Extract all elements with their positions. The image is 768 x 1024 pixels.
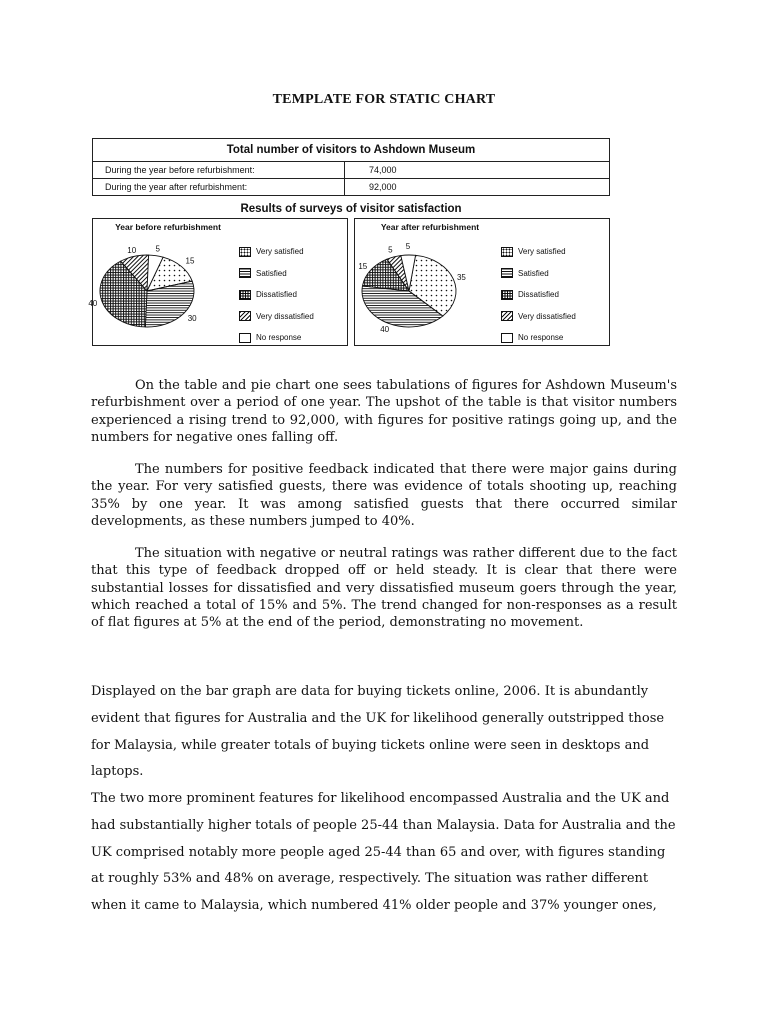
pie-data-label: 40	[88, 298, 98, 308]
pie-title: Year before refurbishment	[115, 222, 221, 232]
legend-label: Dissatisfied	[256, 290, 297, 300]
legend-label: Dissatisfied	[518, 290, 559, 300]
legend-swatch	[501, 333, 513, 343]
paragraph: Displayed on the bar graph are data for buying tickets online, 2006. It is abundantly evident that figures for Australia and the UK for likelihood generally outstripped those for Malaysia, while greater totals of buying tickets online were seen in desktops and laptops.	[91, 684, 665, 780]
pie-data-label: 5	[388, 245, 393, 255]
legend-swatch	[239, 311, 251, 321]
legend-item	[239, 241, 347, 263]
legend-item	[501, 241, 609, 263]
legend-label: Very satisfied	[256, 247, 304, 257]
legend-label: No response	[256, 333, 302, 343]
legend-item	[239, 327, 347, 349]
legend-swatch	[501, 311, 513, 321]
visitors-table	[92, 138, 610, 196]
legend-swatch	[239, 333, 251, 343]
legend	[501, 241, 609, 349]
pie-panel-after	[354, 218, 610, 346]
table-row-value: 92,000	[369, 182, 397, 192]
visitors-table-title: Total number of visitors to Ashdown Museum	[93, 139, 609, 162]
pie-data-label: 15	[185, 256, 195, 266]
legend-swatch	[239, 290, 251, 300]
paragraph: The numbers for positive feedback indicated that there were major gains during the year. For very satisfied guests, there was evidence of totals shooting up, reaching 35% by one year. It was among satisfied guests that there occurred similar developments, as these numbers jumped to 40%.	[91, 462, 677, 529]
table-row-label: During the year before refurbishment:	[93, 162, 345, 178]
legend-swatch	[501, 247, 513, 257]
table-row-value: 74,000	[369, 165, 397, 175]
legend-label: Satisfied	[518, 268, 549, 278]
legend-label: Very dissatisfied	[256, 311, 314, 321]
legend-item	[239, 263, 347, 285]
legend-item	[501, 263, 609, 285]
surveys-title: Results of surveys of visitor satisfaction	[240, 203, 462, 215]
legend-item	[239, 306, 347, 328]
paragraph: The situation with negative or neutral ratings was rather different due to the fact that this type of feedback dropped off or held steady. It is clear that there were substantial losses for dissatisfied and very dissatisfied museum goers through the year, which reached a total of 15% and 5%. The trend changed for non-responses as a result of flat figures at 5% at the end of the period, demonstrating no movement.	[91, 546, 677, 631]
legend-label: Very satisfied	[518, 247, 566, 257]
paragraph: The two more prominent features for likelihood encompassed Australia and the UK and had substantially higher totals of people 25-44 than Malaysia. Data for Australia and the UK comprised notably more people aged 25-44 than 65 and over, with figures standing at roughly 53% and 48% on average, respectively. The situation was rather different when it came to Malaysia, which numbered 41% older people and 37% younger ones,	[91, 791, 676, 914]
legend-swatch	[501, 268, 513, 278]
legend-item	[501, 306, 609, 328]
legend	[239, 241, 347, 349]
pie-data-label: 15	[358, 262, 368, 272]
pie-chart-after	[359, 233, 507, 345]
page-title: TEMPLATE FOR STATIC CHART	[272, 92, 496, 107]
legend-label: No response	[518, 333, 564, 343]
legend-label: Very dissatisfied	[518, 311, 576, 321]
legend-swatch	[501, 290, 513, 300]
pie-data-label: 5	[155, 244, 160, 254]
pie-data-label: 10	[127, 246, 137, 256]
pie-chart-before	[88, 233, 245, 345]
table-row-label: During the year after refurbishment:	[93, 179, 345, 195]
table-row	[93, 179, 609, 195]
pie-data-label: 30	[187, 314, 197, 324]
pie-data-label: 5	[405, 242, 411, 252]
legend-item	[239, 284, 347, 306]
paragraph: On the table and pie chart one sees tabulations of figures for Ashdown Museum's refurbishment over a period of one year. The upshot of the table is that visitor numbers experienced a rising trend to 92,000, with figures for positive ratings going up, and the numbers for negative ones falling off.	[91, 378, 677, 445]
pie-panel-before	[88, 218, 348, 346]
legend-item	[501, 284, 609, 306]
museum-figure	[88, 138, 610, 350]
pie-title: Year after refurbishment	[380, 222, 480, 232]
legend-item	[501, 327, 609, 349]
pie-data-label: 40	[380, 325, 390, 335]
legend-swatch	[239, 247, 251, 257]
table-row	[93, 162, 609, 179]
legend-swatch	[239, 268, 251, 278]
legend-label: Satisfied	[256, 268, 287, 278]
pie-data-label: 35	[456, 273, 466, 283]
